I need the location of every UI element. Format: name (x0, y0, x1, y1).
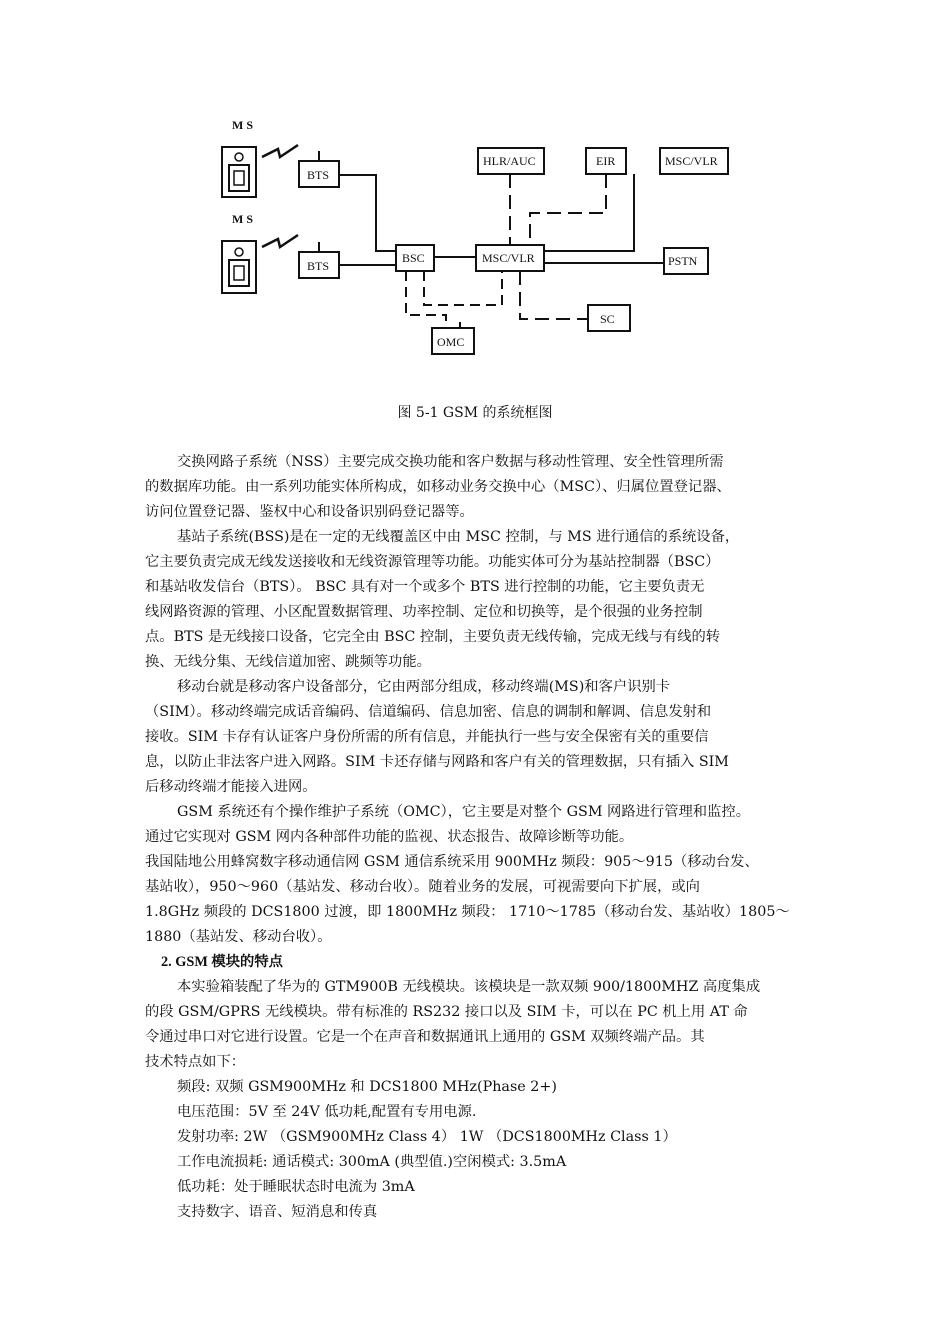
msc-vlr-center-label: MSC/VLR (482, 251, 535, 265)
spec-current: 工作电流损耗: 通话模式: 300mA (典型值.)空闲模式: 3.5mA (177, 1154, 567, 1170)
sc-label: SC (600, 312, 615, 326)
bts-bottom-label: BTS (307, 259, 330, 273)
para-nss-line-2: 的数据库功能。由一系列功能实体所构成，如移动业务交换中心（MSC）、归属位置登记器、 (145, 479, 731, 495)
bsc-label: BSC (402, 251, 425, 265)
radio-link-top (262, 145, 298, 157)
para-module-line-4: 技术特点如下： (145, 1054, 246, 1070)
omc-label: OMC (437, 335, 465, 349)
para-nss-line-1: 交换网路子系统（NSS）主要完成交换功能和客户数据与移动性管理、安全性管理所需 (177, 454, 724, 470)
spec-voltage: 电压范围：5V 至 24V 低功耗,配置有专用电源. (177, 1104, 477, 1120)
para-ms-line-2: （SIM）。移动终端完成话音编码、信道编码、信息加密、信息的调制和解调、信息发射和 (145, 704, 712, 720)
para-module-line-3: 令通过串口对它进行设置。它是一个在声音和数据通讯上通用的 GSM 双频终端产品。其 (145, 1029, 705, 1045)
ms-top-label: M S (232, 118, 253, 132)
ms-bottom-phone-icon (222, 241, 256, 293)
section-heading: 2. GSM 模块的特点 (161, 954, 283, 970)
pstn-label: PSTN (668, 254, 698, 268)
spec-support: 支持数字、语音、短消息和传真 (177, 1204, 378, 1220)
gsm-system-diagram (200, 115, 760, 375)
para-module-line-1: 本实验箱装配了华为的 GTM900B 无线模块。该模块是一款双频 900/1800MHZ 高度集成 (177, 979, 761, 995)
para-bss-line-4: 线网路资源的管理、小区配置数据管理、功率控制、定位和切换等，是个很强的业务控制 (145, 604, 703, 620)
msc-vlr-right-label: MSC/VLR (665, 154, 718, 168)
para-freq-line-4: 1880（基站发、移动台收）。 (145, 929, 332, 945)
spec-power: 发射功率: 2W （GSM900MHz Class 4） 1W （DCS1800MHz Class 1） (177, 1129, 677, 1145)
spec-low-power: 低功耗：处于睡眠状态时电流为 3mA (177, 1179, 415, 1195)
eir-label: EIR (596, 154, 616, 168)
para-freq-line-3: 1.8GHz 频段的 DCS1800 过渡，即 1800MHz 频段： 1710～1785（移动台发、基站收）1805～ (145, 904, 790, 920)
para-freq-line-2: 基站收），950～960（基站发、移动台收）。随着业务的发展，可视需要向下扩展，或向 (145, 879, 700, 895)
para-omc-line-1: GSM 系统还有个操作维护子系统（OMC），它主要是对整个 GSM 网路进行管理和监控。 (177, 804, 750, 820)
para-ms-line-4: 息，以防止非法客户进入网路。SIM 卡还存储与网路和客户有关的管理数据，只有插入 SIM (145, 754, 729, 770)
radio-link-bottom (262, 235, 298, 247)
para-ms-line-3: 接收。SIM 卡存有认证客户身份所需的所有信息，并能执行一些与安全保密有关的重要信 (145, 729, 709, 745)
ms-bottom-label: M S (232, 212, 253, 226)
para-bss-line-1: 基站子系统(BSS)是在一定的无线覆盖区中由 MSC 控制，与 MS 进行通信的系统设备， (177, 529, 740, 545)
para-module-line-2: 的段 GSM/GPRS 无线模块。带有标准的 RS232 接口以及 SIM 卡，可以在 PC 机上用 AT 命 (145, 1004, 748, 1020)
para-bss-line-6: 换、无线分集、无线信道加密、跳频等功能。 (145, 654, 431, 670)
para-ms-line-5: 后移动终端才能接入进网。 (145, 779, 317, 795)
para-omc-line-2: 通过它实现对 GSM 网内各种部件功能的监视、状态报告、故障诊断等功能。 (145, 829, 634, 845)
hlr-auc-label: HLR/AUC (483, 154, 536, 168)
para-bss-line-5: 点。BTS 是无线接口设备，它完全由 BSC 控制，主要负责无线传输，完成无线与有线的转 (145, 629, 721, 645)
ms-top-phone-icon (222, 147, 256, 197)
figure-caption: 图 5-1 GSM 的系统框图 (397, 405, 553, 421)
bts-top-label: BTS (307, 168, 330, 182)
para-freq-line-1: 我国陆地公用蜂窝数字移动通信网 GSM 通信系统采用 900MHz 频段：905～915（移动台发、 (145, 854, 759, 870)
spec-frequency: 频段: 双频 GSM900MHz 和 DCS1800 MHz(Phase 2+) (177, 1079, 557, 1095)
para-nss-line-3: 访问位置登记器、鉴权中心和设备识别码登记器等。 (145, 504, 474, 520)
para-bss-line-2: 它主要负责完成无线发送接收和无线资源管理等功能。功能实体可分为基站控制器（BSC） (145, 554, 720, 570)
para-ms-line-1: 移动台就是移动客户设备部分，它由两部分组成，移动终端(MS)和客户识别卡 (177, 679, 671, 695)
document-body (145, 450, 810, 1225)
para-bss-line-3: 和基站收发信台（BTS）。 BSC 具有对一个或多个 BTS 进行控制的功能，它主要负责无 (145, 579, 705, 595)
